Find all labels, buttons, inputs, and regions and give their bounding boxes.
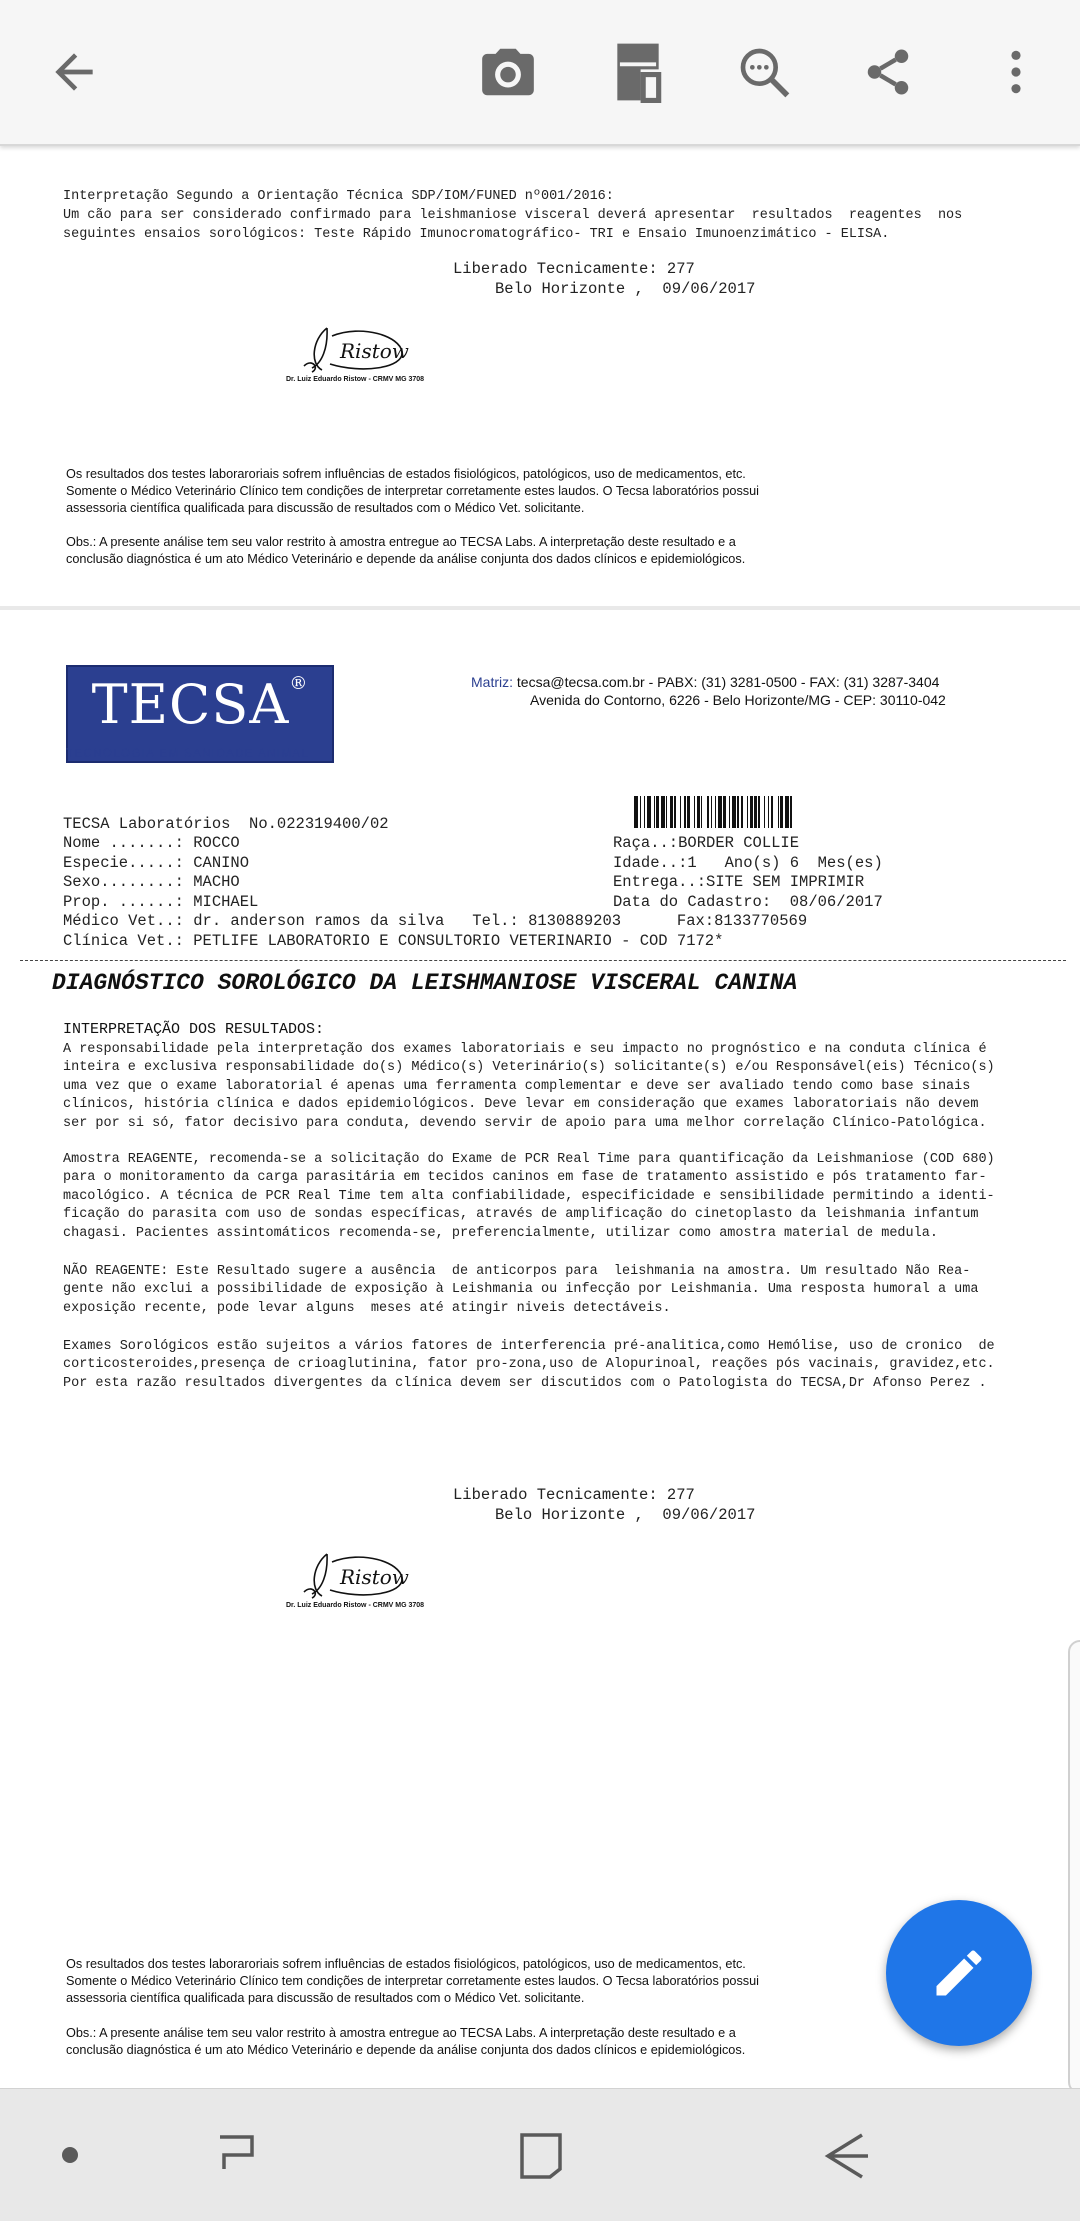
paragraph-line: exposição recente, pode levar alguns meses até atingir niveis detectáveis.: [63, 1300, 671, 1316]
disclaimer-line: assessoria científica qualificada para discussão de resultados com o Médico Vet. solicitante.: [66, 1991, 585, 2005]
recent-apps-icon: [210, 2127, 270, 2183]
disclaimer-line: Os resultados dos testes laboraroriais sofrem influências de estados fisiológicos, patológicos, uso de medicamentos, etc.: [66, 467, 746, 481]
city-date: Belo Horizonte , 09/06/2017: [495, 280, 756, 298]
logo-tagline: TECNOLOGIA EM SANIDADE ANIMAL: [66, 748, 310, 760]
back-icon: [818, 2129, 874, 2183]
nav-back-button[interactable]: [818, 2129, 874, 2183]
matriz-contact-line: [471, 674, 939, 690]
signature-text: Ristow: [340, 339, 409, 363]
liberado-tecnicamente: Liberado Tecnicamente: 277: [453, 260, 695, 278]
paragraph-responsibility: [63, 1041, 995, 1133]
vet-clinic: Clínica Vet.: PETLIFE LABORATORIO E CONSULTORIO VETERINARIO - COD 7172*: [63, 932, 724, 950]
interpretation-line: seguintes ensaios sorológicos: Teste Rápido Imunocromatográfico- TRI e Ensaio Imunoenzimático - ELISA.: [63, 227, 890, 242]
paragraph-line: A responsabilidade pela interpretação dos exames laboratoriais e seu impacto no prognóstico e na conduta clínica é: [63, 1042, 987, 1057]
registration-date: Data do Cadastro: 08/06/2017: [613, 893, 883, 911]
interpretation-heading: INTERPRETAÇÃO DOS RESULTADOS:: [63, 1021, 325, 1038]
signature-scribble: [282, 318, 452, 376]
paragraph-reagent: [63, 1151, 995, 1243]
signature-caption: Dr. Luiz Eduardo Ristow - CRMV MG 3708: [286, 376, 425, 383]
signature-caption: Dr. Luiz Eduardo Ristow - CRMV MG 3708: [286, 1602, 425, 1609]
patient-species: Especie.....: CANINO: [63, 854, 250, 872]
overview-icon: [514, 2129, 568, 2183]
obs-line: conclusão diagnóstica é um ato Médico Veterinário e depende da análise conjunta dos dados clínicos e epidemiológicos.: [66, 552, 746, 566]
page-view-button[interactable]: [598, 32, 678, 112]
obs-line: conclusão diagnóstica é um ato Médico Veterinário e depende da análise conjunta dos dados clínicos e epidemiológicos.: [66, 2043, 746, 2057]
edit-pencil-icon: [929, 1943, 989, 2003]
paragraph-line: gente não exclui a possibilidade de exposição à Leishmania ou infecção por Leishmania. Uma resposta humoral a uma: [63, 1282, 979, 1298]
patient-sex: Sexo........: MACHO: [63, 873, 240, 891]
paragraph-non-reagent: [63, 1263, 978, 1318]
paragraph-line: Por esta razão resultados divergentes da clínica devem ser discutidos com o Patologista do TECSA,Dr Afonso Perez .: [63, 1375, 987, 1391]
paragraph-line: ficação do parasita com uso de sondas específicas, através de amplificação do cinetoplasto da leishmania infantum: [63, 1207, 979, 1223]
patient-name: Nome .......: ROCCO: [63, 834, 240, 852]
paragraph-serology: [63, 1338, 995, 1393]
share-icon: [861, 45, 915, 99]
delivery: Entrega..:SITE SEM IMPRIMIR: [613, 873, 865, 891]
search-icon: [736, 44, 792, 100]
edit-fab-button[interactable]: [886, 1900, 1032, 2046]
paragraph-line: clínicos, história clínica e dados epidemiológicos. Deve levar em consideração que exames laboratoriais não devem: [63, 1097, 979, 1113]
interpretation-line: Um cão para ser considerado confirmado para leishmaniose visceral deverá apresentar resultados reagentes nos: [63, 208, 963, 223]
back-button[interactable]: [34, 32, 114, 112]
paragraph-line: corticosteroides,presença de crioaglutinina, fator pro-zona,uso de Alopurinoal, reações pós vacinais, gravidez,etc.: [63, 1357, 995, 1373]
matriz-label: Matriz:: [471, 674, 513, 690]
recent-apps-button[interactable]: [210, 2127, 270, 2183]
lab-number: TECSA Laboratórios No.022319400/02: [63, 815, 389, 833]
more-options-button[interactable]: [976, 32, 1056, 112]
matriz-contact: tecsa@tecsa.com.br - PABX: (31) 3281-0500 - FAX: (31) 3287-3404: [516, 674, 940, 690]
barcode-bar: [792, 796, 795, 828]
document-page-1: [0, 146, 1080, 606]
paragraph-line: chagasi. Pacientes assintomáticos recomenda-se, preferencialmente, utilizar como amostra material de medula.: [63, 1225, 938, 1241]
camera-icon: [477, 41, 539, 103]
paragraph-line: uma vez que o exame laboratorial é apenas uma ferramenta complementar e deve ser avaliado tendo como base sinais: [63, 1078, 971, 1094]
paragraph-line: Exames Sorológicos estão sujeitos a vários fatores de interferencia pré-analitica,como Hemólise, uso de cronico de: [63, 1339, 995, 1354]
logo-registered: ®: [289, 673, 309, 694]
patient-breed: Raça..:BORDER COLLIE: [613, 834, 800, 852]
divider: [20, 960, 1066, 961]
paragraph-line: Amostra REAGENTE, recomenda-se a solicitação do Exame de PCR Real Time para quantificação da Leishmaniose (COD 680): [63, 1152, 995, 1167]
overview-button[interactable]: [514, 2129, 568, 2183]
signature-text: Ristow: [340, 1565, 409, 1589]
search-button[interactable]: [724, 32, 804, 112]
home-dot-icon[interactable]: [62, 2147, 78, 2163]
paragraph-line: ser por si só, fator decisivo para conduta, devendo servir de apoio para uma melhor correlação Clínico-Patológica.: [63, 1115, 987, 1131]
report-title: DIAGNÓSTICO SOROLÓGICO DA LEISHMANIOSE VISCERAL CANINA: [52, 970, 798, 996]
patient-age: Idade..:1 Ano(s) 6 Mes(es): [613, 854, 883, 872]
disclaimer-line: Somente o Médico Veterinário Clínico tem condições de interpretar corretamente estes laudos. O Tecsa laboratórios possui: [66, 1974, 760, 1988]
logo-text: TECSA: [91, 673, 290, 736]
app-toolbar: [0, 0, 1080, 146]
obs-line: Obs.: A presente análise tem seu valor restrito à amostra entregue ao TECSA Labs. A interpretação deste resultado e a: [66, 2026, 736, 2040]
more-vert-icon: [991, 45, 1041, 99]
paragraph-line: macológico. A técnica de PCR Real Time tem alta confiabilidade, especificidade e sensibilidade permitindo a identi-: [63, 1188, 995, 1204]
liberado-tecnicamente: Liberado Tecnicamente: 277: [453, 1486, 695, 1504]
barcode: [634, 796, 928, 828]
paragraph-line: NÃO REAGENTE: Este Resultado sugere a ausência de anticorpos para leishmania na amostra. Um resultado Não Rea-: [63, 1264, 971, 1279]
camera-button[interactable]: [468, 32, 548, 112]
address: Avenida do Contorno, 6226 - Belo Horizonte/MG - CEP: 30110-042: [530, 692, 946, 708]
arrow-left-icon: [46, 44, 102, 100]
signature-scribble: [282, 1544, 452, 1602]
interpretation-line: Interpretação Segundo a Orientação Técnica SDP/IOM/FUNED nº001/2016:: [63, 189, 614, 204]
paragraph-line: para o monitoramento da carga parasitária em tecidos caninos em fase de tratamento assistido e pós tratamento far-: [63, 1170, 987, 1186]
disclaimer-line: Somente o Médico Veterinário Clínico tem condições de interpretar corretamente estes laudos. O Tecsa laboratórios possui: [66, 484, 760, 498]
share-button[interactable]: [848, 32, 928, 112]
obs-line: Obs.: A presente análise tem seu valor restrito à amostra entregue ao TECSA Labs. A interpretação deste resultado e a: [66, 535, 736, 549]
signature: [282, 318, 452, 390]
vet-doctor: Médico Vet..: dr. anderson ramos da silva Tel.: 8130889203 Fax:8133770569: [63, 912, 808, 930]
city-date: Belo Horizonte , 09/06/2017: [495, 1506, 756, 1524]
disclaimer-line: assessoria científica qualificada para discussão de resultados com o Médico Vet. solicitante.: [66, 501, 585, 515]
fast-scroll-handle[interactable]: [1068, 1640, 1080, 2094]
system-nav-bar: [0, 2088, 1080, 2221]
page-view-icon: [611, 41, 665, 103]
signature: [282, 1544, 452, 1616]
paragraph-line: inteira e exclusiva responsabilidade do(s) Médico(s) Veterinário(s) solicitante(s) e/ou Responsável(eis) Técnico(s): [63, 1060, 995, 1076]
disclaimer-line: Os resultados dos testes laboraroriais sofrem influências de estados fisiológicos, patológicos, uso de medicamentos, etc.: [66, 1957, 746, 1971]
patient-owner: Prop. ......: MICHAEL: [63, 893, 259, 911]
